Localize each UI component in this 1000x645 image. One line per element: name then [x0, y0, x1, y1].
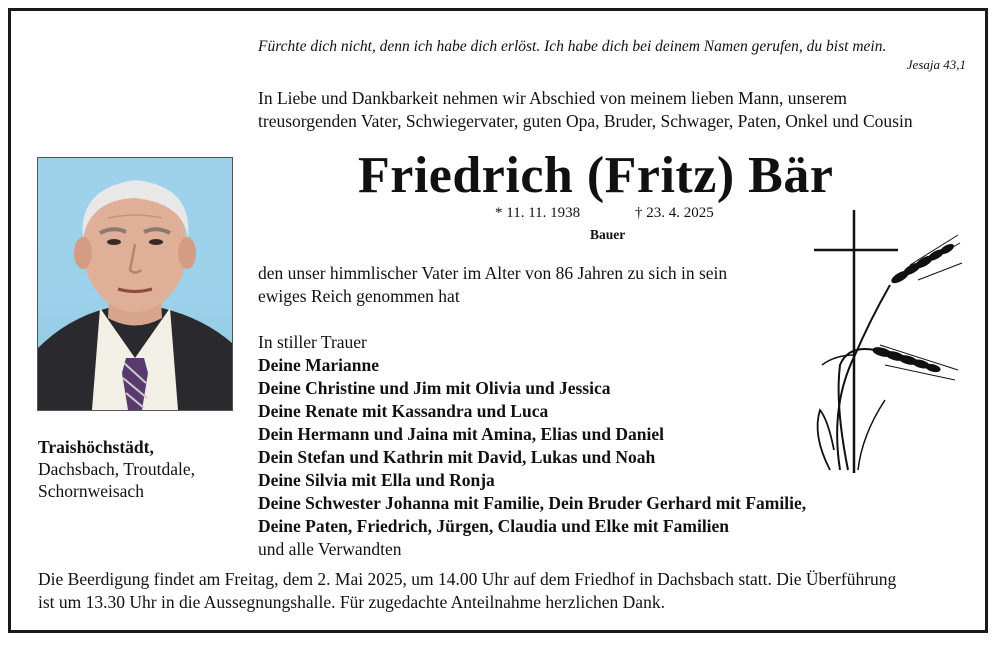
intro-line: In Liebe und Dankbarkeit nehmen wir Abschied von meinem lieben Mann, unserem: [258, 88, 848, 108]
tribute-text: [258, 262, 727, 308]
funeral-info: [38, 568, 896, 614]
mourner-name: Dein Hermann und Jaina mit Amina, Elias und Daniel: [258, 424, 664, 444]
deceased-name: Friedrich (Fritz) Bär: [358, 147, 834, 204]
cross-with-wheat-icon: [800, 205, 970, 475]
mourner-name: Deine Marianne: [258, 355, 380, 375]
location-block: [38, 436, 195, 502]
mourner-name: Deine Renate mit Kassandra und Luca: [258, 401, 549, 421]
location-town: Traishöchstädt,: [38, 437, 154, 457]
bible-quote-source: Jesaja 43,1: [906, 57, 966, 72]
tribute-line: ewiges Reich genommen hat: [258, 286, 460, 306]
mourner-name: Deine Schwester Johanna mit Familie, Dein Bruder Gerhard mit Familie,: [258, 493, 807, 513]
intro-line: treusorgenden Vater, Schwiegervater, guten Opa, Bruder, Schwager, Paten, Onkel und Cousin: [258, 111, 913, 131]
portrait-illustration: [38, 158, 232, 410]
location-other: Schornweisach: [38, 481, 144, 501]
mourner-name: Deine Silvia mit Ella und Ronja: [258, 470, 495, 490]
funeral-line: Die Beerdigung findet am Freitag, dem 2. Mai 2025, um 14.00 Uhr auf dem Friedhof in Dachsbach statt. Die Überführung: [38, 569, 897, 589]
mourners-list: [258, 331, 806, 561]
mourner-name: Deine Christine und Jim mit Olivia und Jessica: [258, 378, 611, 398]
mourner-name: Deine Paten, Friedrich, Jürgen, Claudia und Elke mit Familien: [258, 516, 730, 536]
funeral-line: ist um 13.30 Uhr in die Aussegnungshalle. Für zugedachte Anteilnahme herzlichen Dank.: [38, 592, 665, 612]
mourner-name: Dein Stefan und Kathrin mit David, Lukas und Noah: [258, 447, 656, 467]
intro-text: [258, 87, 913, 133]
death-date: † 23. 4. 2025: [635, 205, 714, 221]
mourners-closing: und alle Verwandten: [258, 539, 402, 559]
profession: Bauer: [590, 227, 626, 242]
location-other: Dachsbach, Troutdale,: [38, 459, 195, 479]
tribute-line: den unser himmlischer Vater im Alter von 86 Jahren zu sich in sein: [258, 263, 728, 283]
birth-date: * 11. 11. 1938: [495, 205, 581, 221]
portrait-photo: [38, 158, 232, 410]
mourners-heading: In stiller Trauer: [258, 332, 367, 352]
bible-quote: Fürchte dich nicht, denn ich habe dich erlöst. Ich habe dich bei deinem Namen gerufen, du bist mein.: [258, 38, 887, 55]
